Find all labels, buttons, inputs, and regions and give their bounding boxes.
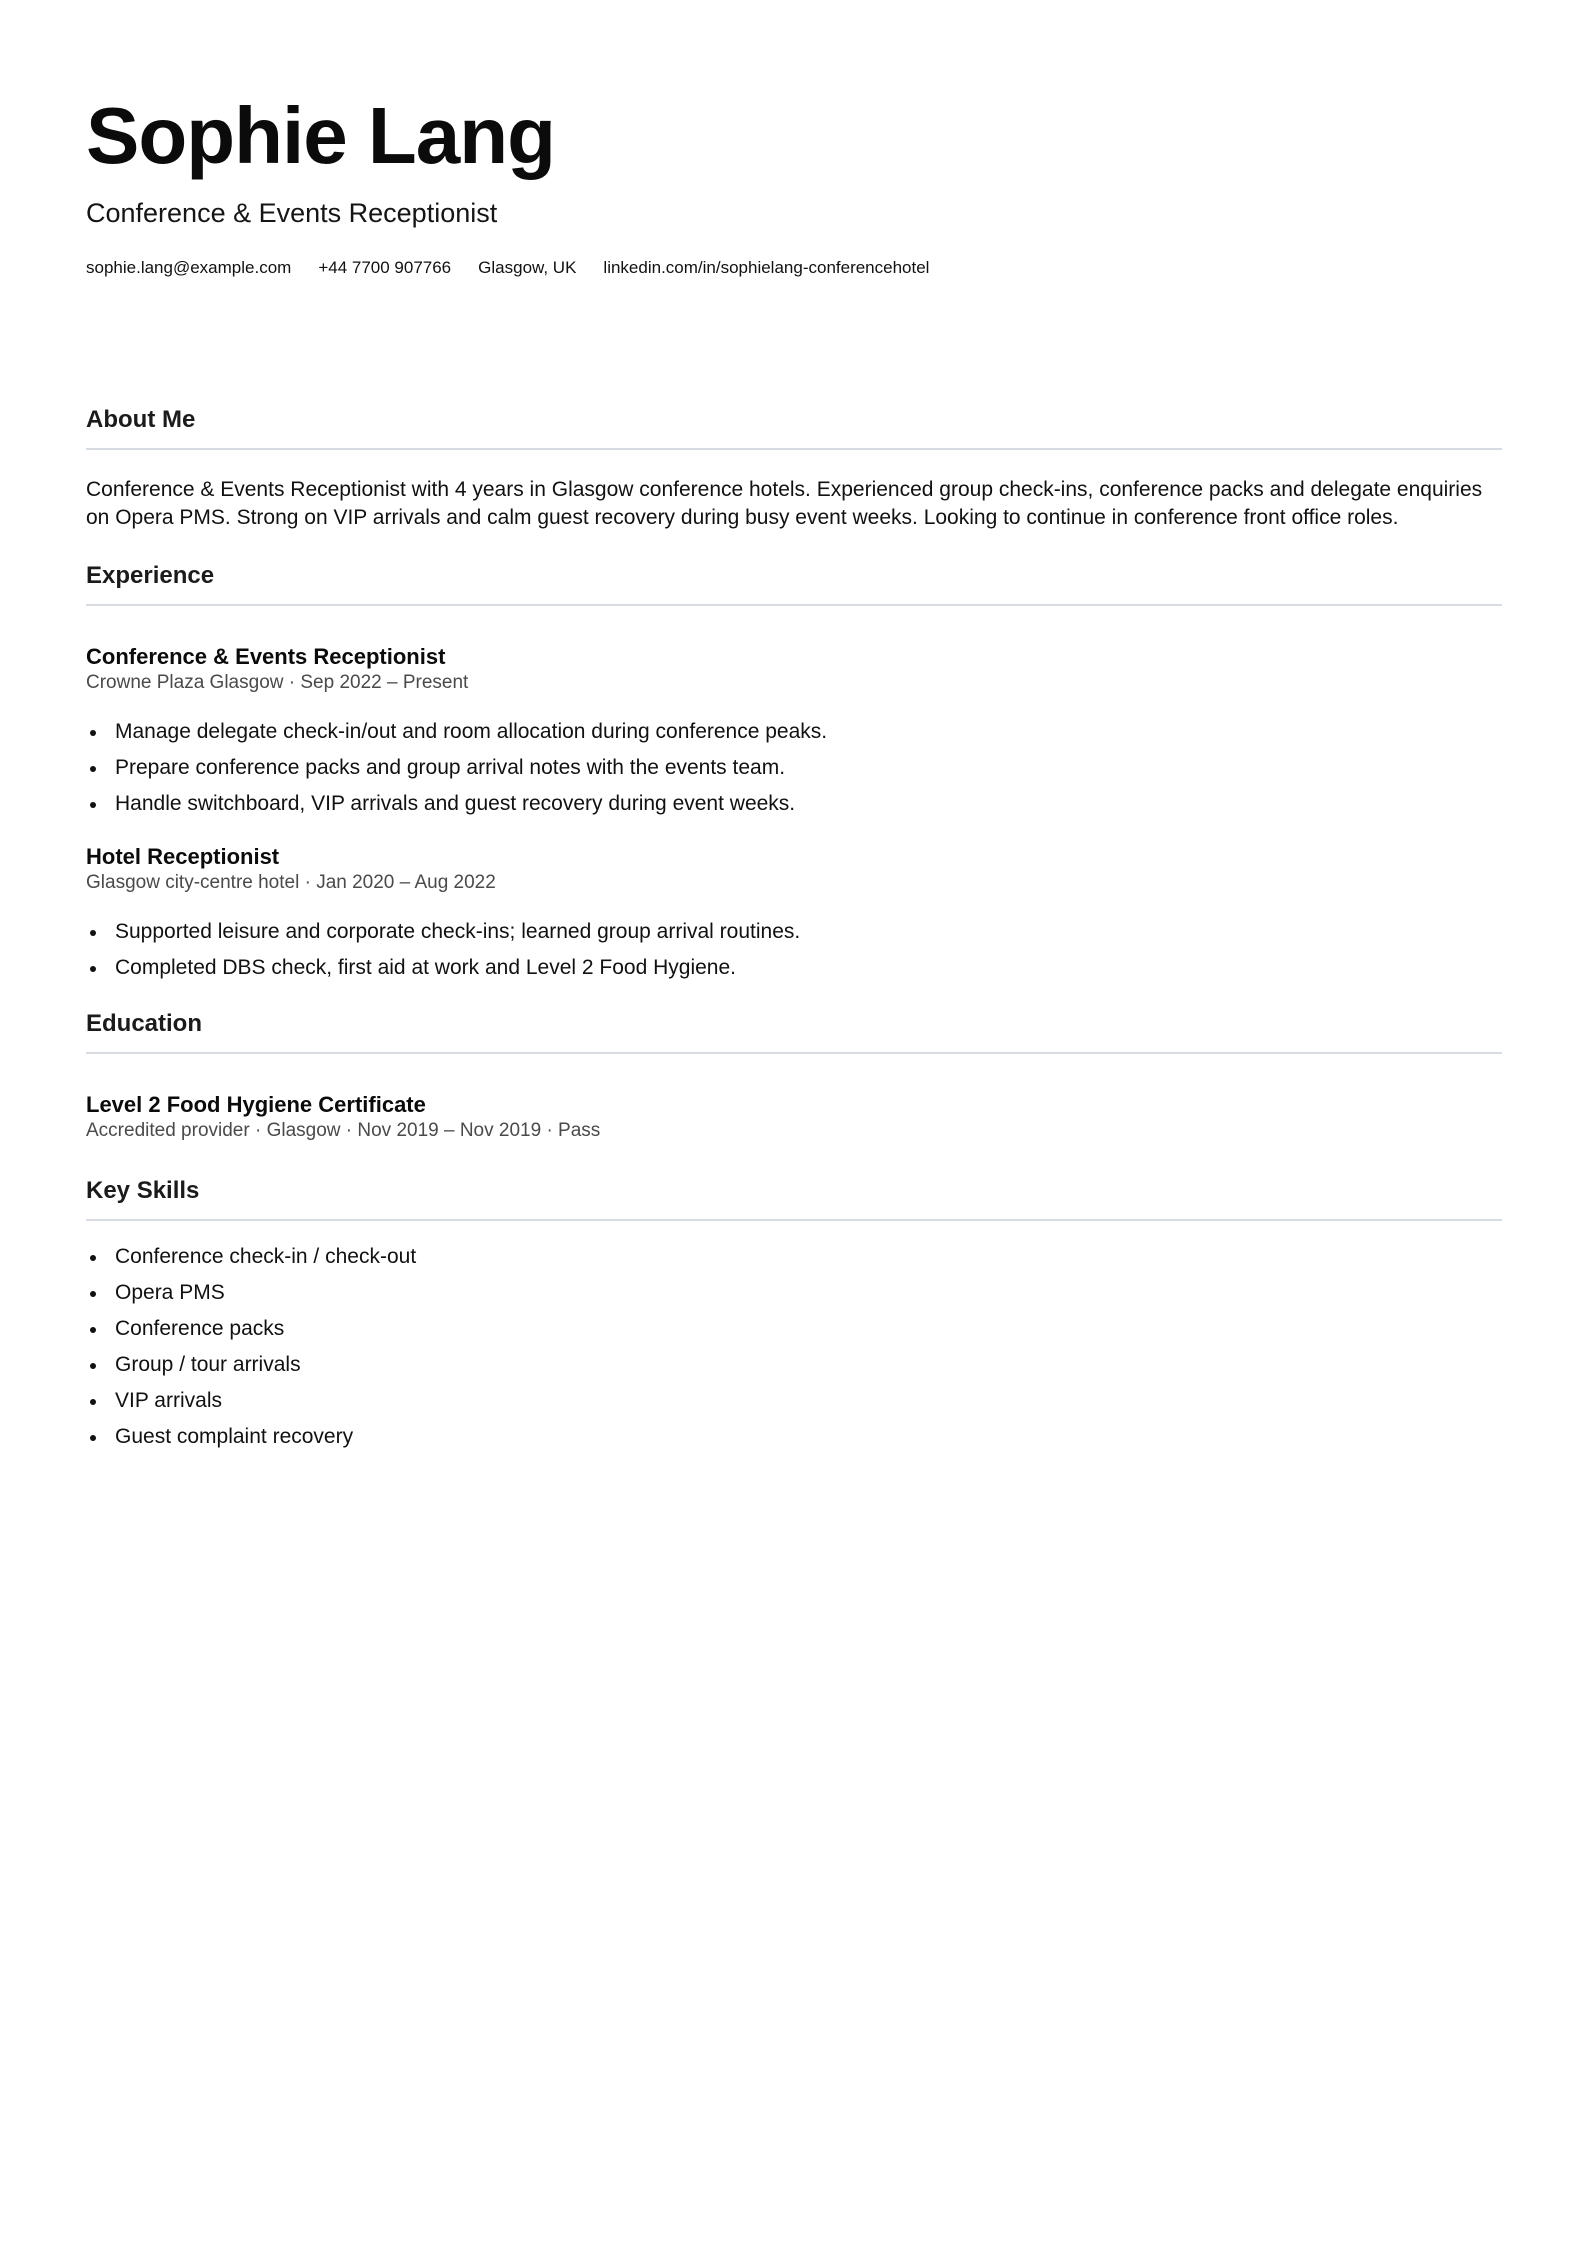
job-meta: Glasgow city-centre hotel · Jan 2020 – Aug 2022	[86, 872, 496, 893]
about-text: Conference & Events Receptionist with 4 years in Glasgow conference hotels. Experienced group check-ins, conference packs and delegate enquiries on Opera PMS. Strong on VIP arrivals and calm guest recovery during busy event weeks. Looking to continue in conference front office roles.	[86, 478, 1483, 529]
education-section-title: Education	[86, 1010, 1502, 1054]
job-entry	[86, 644, 1502, 822]
skills-list	[86, 1239, 1502, 1455]
candidate-name: Sophie Lang	[86, 91, 555, 180]
skill-item: Conference packs	[86, 1311, 1502, 1347]
education-title: Level 2 Food Hygiene Certificate	[86, 1092, 426, 1117]
skills-section	[86, 1177, 1502, 1455]
job-title: Hotel Receptionist	[86, 844, 280, 869]
experience-section-title: Experience	[86, 562, 1502, 606]
experience-section	[86, 562, 1502, 986]
candidate-headline: Conference & Events Receptionist	[86, 198, 498, 228]
job-meta: Crowne Plaza Glasgow · Sep 2022 – Present	[86, 672, 469, 693]
education-entry	[86, 1092, 1502, 1144]
skill-item: VIP arrivals	[86, 1383, 1502, 1419]
about-section-title: About Me	[86, 406, 1502, 450]
skill-item: Opera PMS	[86, 1275, 1502, 1311]
contact-row	[86, 258, 929, 278]
education-section	[86, 1010, 1502, 1144]
education-meta: Accredited provider · Glasgow · Nov 2019 – Nov 2019 · Pass	[86, 1120, 601, 1141]
job-bullets	[86, 714, 1502, 822]
job-title: Conference & Events Receptionist	[86, 644, 446, 669]
contact-phone[interactable]: +44 7700 907766	[318, 258, 452, 277]
contact-location: Glasgow, UK	[478, 258, 577, 277]
job-bullet: Prepare conference packs and group arrival notes with the events team.	[86, 750, 1502, 786]
skill-item: Conference check-in / check-out	[86, 1239, 1502, 1275]
job-bullet: Handle switchboard, VIP arrivals and guest recovery during event weeks.	[86, 786, 1502, 822]
contact-linkedin[interactable]: linkedin.com/in/sophielang-conferencehotel	[603, 258, 930, 277]
job-bullet: Completed DBS check, first aid at work and Level 2 Food Hygiene.	[86, 950, 1502, 986]
contact-email[interactable]: sophie.lang@example.com	[86, 258, 292, 277]
job-bullets	[86, 914, 1502, 986]
job-bullet: Manage delegate check-in/out and room allocation during conference peaks.	[86, 714, 1502, 750]
skill-item: Group / tour arrivals	[86, 1347, 1502, 1383]
job-entry	[86, 844, 1502, 986]
job-bullet: Supported leisure and corporate check-ins; learned group arrival routines.	[86, 914, 1502, 950]
about-section	[86, 406, 1502, 532]
skills-section-title: Key Skills	[86, 1177, 1502, 1221]
skill-item: Guest complaint recovery	[86, 1419, 1502, 1455]
